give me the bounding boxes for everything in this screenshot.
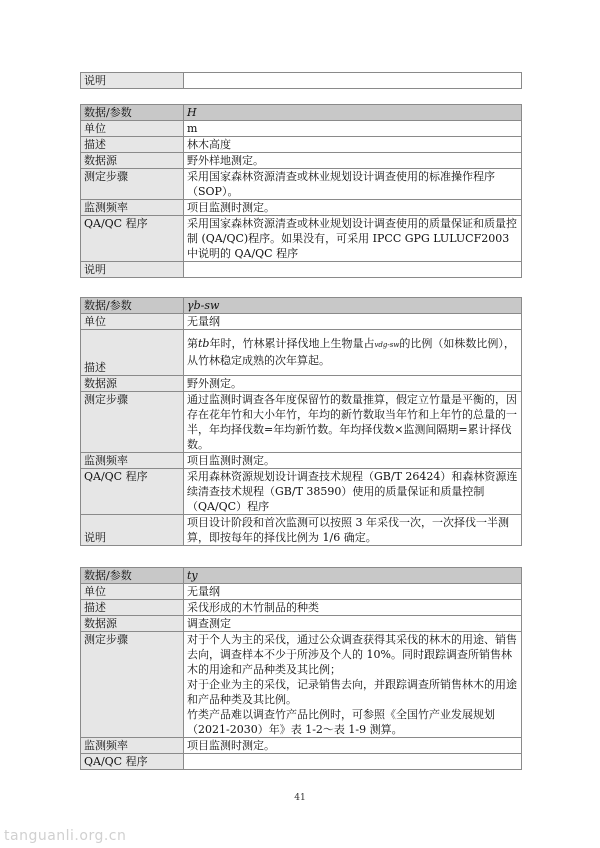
row-value: 项目监测时测定。 xyxy=(184,200,522,216)
page-number: 41 xyxy=(294,793,306,803)
table-row xyxy=(81,376,522,392)
row-key: 数据源 xyxy=(81,616,184,632)
table-row xyxy=(81,515,522,546)
row-key: 说明 xyxy=(81,515,184,546)
row-key: 数据源 xyxy=(81,376,184,392)
row-key: QA/QC 程序 xyxy=(81,754,184,770)
param-table-0 xyxy=(80,72,522,89)
watermark: tanguanli.org.cn xyxy=(4,828,127,844)
param-symbol: γb-sw xyxy=(184,298,522,314)
table-row xyxy=(81,584,522,600)
row-value: 采伐形成的木竹制品的种类 xyxy=(184,600,522,616)
row-key: 描述 xyxy=(81,330,184,376)
row-key: 监测频率 xyxy=(81,738,184,754)
table-row xyxy=(81,200,522,216)
row-value: 林木高度 xyxy=(184,137,522,153)
table-row xyxy=(81,216,522,262)
param-symbol: H xyxy=(184,105,522,121)
row-key: 数据/参数 xyxy=(81,568,184,584)
table-row xyxy=(81,330,522,376)
param-table-height xyxy=(80,104,522,278)
row-key: 数据源 xyxy=(81,153,184,169)
row-key: 说明 xyxy=(81,262,184,278)
table-row xyxy=(81,262,522,278)
row-value: 通过监测时调查各年度保留竹的数量推算，假定立竹量是平衡的，因存在花年竹和大小年竹，年均的新竹数取当年竹和上年竹的总量的一半，年均择伐数=年均新竹数。年均择伐数×监测间隔期=累计择伐数。 xyxy=(184,392,522,453)
table-row xyxy=(81,616,522,632)
table-header-row xyxy=(81,568,522,584)
row-value xyxy=(184,262,522,278)
table-row xyxy=(81,738,522,754)
row-value: 野外测定。 xyxy=(184,376,522,392)
table-header-row xyxy=(81,105,522,121)
row-key: 单位 xyxy=(81,584,184,600)
table-row xyxy=(81,137,522,153)
row-key: QA/QC 程序 xyxy=(81,216,184,262)
row-key: 描述 xyxy=(81,600,184,616)
row-value: 采用森林资源规划设计调查技术规程（GB/T 26424）和森林资源连续清查技术规程（GB/T 38590）使用的质量保证和质量控制（QA/QC）程序 xyxy=(184,469,522,515)
row-key: 说明 xyxy=(81,73,184,89)
procedure-paragraph: 对于个人为主的采伐，通过公众调查获得其采伐的林木的用途、销售去向，调查样本不少于所涉及个人的 10%。同时跟踪调查所销售林木的用途和产品种类及其比例； xyxy=(187,633,517,676)
procedure-paragraph: 竹类产品难以调查竹产品比例时，可参照《全国竹产业发展规划（2021-2030）年》表 1-2～表 1-9 测算。 xyxy=(187,708,495,736)
row-key: 测定步骤 xyxy=(81,169,184,200)
row-key: 测定步骤 xyxy=(81,392,184,453)
table-row xyxy=(81,73,522,89)
table-row xyxy=(81,754,522,770)
row-value xyxy=(184,632,522,738)
row-value: 项目监测时测定。 xyxy=(184,738,522,754)
param-table-harvest-ratio xyxy=(80,297,522,546)
row-value: 无量纲 xyxy=(184,584,522,600)
param-symbol: ty xyxy=(184,568,522,584)
row-value: 采用国家森林资源清查或林业规划设计调查使用的质量保证和质量控制 (QA/QC)程序。如果没有，可采用 IPCC GPG LULUCF2003 中说明的 QA/QC 程序 xyxy=(184,216,522,262)
row-value xyxy=(184,754,522,770)
table-row xyxy=(81,121,522,137)
row-value: m xyxy=(184,121,522,137)
procedure-paragraph: 对于企业为主的采伐，记录销售去向，并跟踪调查所销售林木的用途和产品种类及其比例。 xyxy=(187,678,517,706)
row-value: 采用国家森林资源清查或林业规划设计调查使用的标准操作程序（SOP）。 xyxy=(184,169,522,200)
row-key: 测定步骤 xyxy=(81,632,184,738)
row-value: 无量纲 xyxy=(184,314,522,330)
table-row xyxy=(81,600,522,616)
row-value: 项目监测时测定。 xyxy=(184,453,522,469)
row-value: 调查测定 xyxy=(184,616,522,632)
table-row xyxy=(81,169,522,200)
row-key: 数据/参数 xyxy=(81,298,184,314)
row-value: 第tb年时，竹林累计择伐地上生物量占vdg-sw的比例（如株数比例），从竹林稳定成熟的次年算起。 xyxy=(184,330,522,376)
row-value: 项目设计阶段和首次监测可以按照 3 年采伐一次，一次择伐一半测算，即按每年的择伐比例为 1/6 确定。 xyxy=(184,515,522,546)
table-row xyxy=(81,453,522,469)
table-row xyxy=(81,153,522,169)
row-key: QA/QC 程序 xyxy=(81,469,184,515)
row-value: 野外样地测定。 xyxy=(184,153,522,169)
row-key: 单位 xyxy=(81,314,184,330)
row-key: 监测频率 xyxy=(81,453,184,469)
row-key: 描述 xyxy=(81,137,184,153)
row-key: 单位 xyxy=(81,121,184,137)
row-value xyxy=(184,73,522,89)
row-key: 监测频率 xyxy=(81,200,184,216)
table-row xyxy=(81,469,522,515)
table-row xyxy=(81,632,522,738)
table-row xyxy=(81,314,522,330)
table-header-row xyxy=(81,298,522,314)
param-table-product-type xyxy=(80,567,522,770)
table-row xyxy=(81,392,522,453)
row-key: 数据/参数 xyxy=(81,105,184,121)
